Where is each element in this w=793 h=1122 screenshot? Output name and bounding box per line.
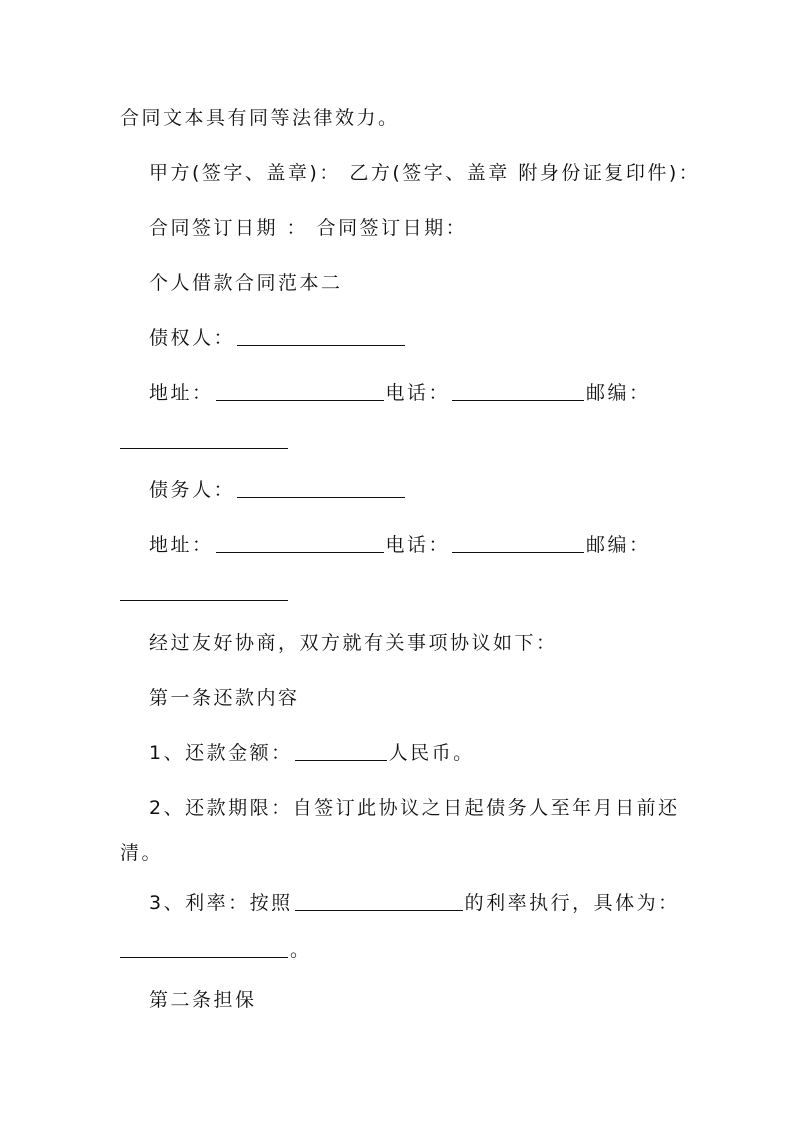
creditor-postcode-blank (120, 429, 288, 449)
debtor-address-label: 地址： (149, 534, 214, 556)
debtor-postcode-line (120, 580, 793, 606)
creditor-line (149, 325, 793, 351)
item3-mid: 的利率执行，具体为： (464, 892, 680, 914)
creditor-blank (237, 326, 405, 346)
debtor-line (149, 477, 793, 503)
item1-line (149, 740, 793, 766)
creditor-postcode-line (120, 428, 793, 454)
creditor-address-blank (216, 381, 384, 401)
creditor-contact-line (149, 380, 793, 406)
debtor-label: 债务人： (149, 479, 236, 501)
debtor-postcode-blank (120, 581, 288, 601)
item3-line2 (120, 937, 793, 963)
item1-suffix: 人民币。 (388, 742, 475, 764)
sign-date-line: 合同签订日期 ： 合同签订日期： (149, 217, 468, 239)
template-title: 个人借款合同范本二 (149, 272, 343, 294)
creditor-phone-blank (452, 381, 584, 401)
creditor-address-label: 地址： (149, 382, 214, 404)
intro-line: 合同文本具有同等法律效力。 (120, 107, 400, 129)
creditor-phone-label: 电话： (385, 382, 451, 404)
item3-line (149, 890, 793, 916)
item2-line2: 清。 (120, 842, 164, 864)
creditor-postcode-label: 邮编： (586, 382, 651, 404)
debtor-blank (237, 478, 405, 498)
rate-detail-blank (120, 938, 288, 958)
preamble-line: 经过友好协商，双方就有关事项协议如下： (149, 632, 558, 654)
signature-line: 甲方(签字、盖章)： 乙方(签字、盖章 附身份证复印件)： (149, 162, 701, 184)
debtor-phone-label: 电话： (385, 534, 451, 556)
article1-heading: 第一条还款内容 (149, 687, 300, 709)
creditor-label: 债权人： (149, 327, 236, 349)
item1-prefix: 1、还款金额： (149, 742, 293, 764)
debtor-contact-line (149, 532, 793, 558)
rate-basis-blank (295, 891, 463, 911)
item2-line1: 2、还款期限：自签订此协议之日起债务人至年月日前还 (149, 797, 680, 819)
item3-end: 。 (290, 939, 312, 961)
debtor-address-blank (216, 533, 384, 553)
article2-heading: 第二条担保 (149, 989, 257, 1011)
amount-blank (295, 741, 387, 761)
debtor-phone-blank (452, 533, 584, 553)
debtor-postcode-label: 邮编： (586, 534, 651, 556)
item3-prefix: 3、利率：按照 (149, 892, 293, 914)
